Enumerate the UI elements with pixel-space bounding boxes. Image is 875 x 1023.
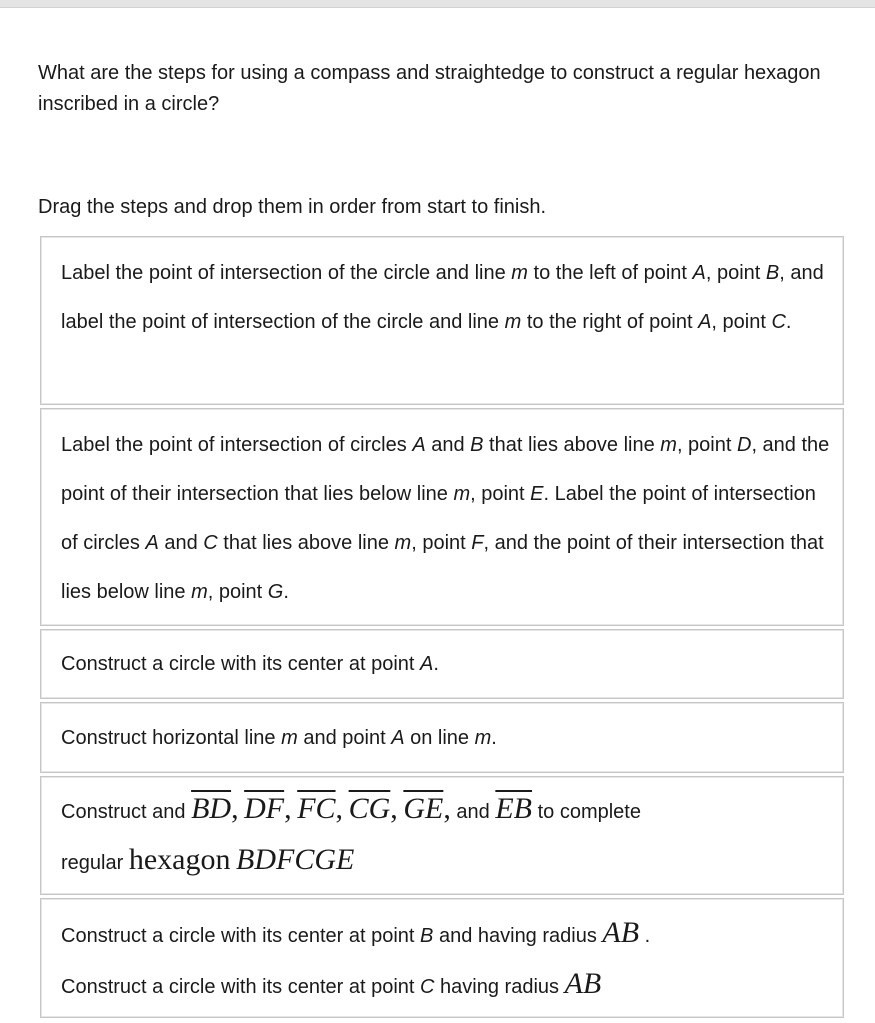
math-text: AB bbox=[564, 967, 602, 1000]
step-text: Construct and bbox=[61, 801, 186, 823]
segment-label: $\overline{GE}$ bbox=[403, 792, 444, 825]
instruction-text: Drag the steps and drop them in order from start to finish. bbox=[38, 196, 547, 218]
draggable-step[interactable] bbox=[40, 408, 844, 626]
step-text-line bbox=[61, 960, 831, 1011]
math-text: hexagon bbox=[128, 843, 231, 876]
step-text: to complete bbox=[537, 801, 641, 823]
step-text-line bbox=[61, 909, 831, 960]
segment-label: $\overline{FC}$ bbox=[297, 792, 336, 825]
step-text: Construct a circle with its center at point C having radius bbox=[61, 976, 560, 998]
segment-label: $\overline{DF}$ bbox=[244, 792, 285, 825]
hexagon-name: BDFCGE bbox=[236, 843, 355, 876]
draggable-step[interactable] bbox=[40, 702, 844, 773]
step-text: Construct a circle with its center at point B and having radius bbox=[61, 925, 597, 947]
step-text: . bbox=[644, 925, 651, 947]
step-list bbox=[40, 236, 844, 1021]
math-text: AB bbox=[602, 916, 640, 949]
step-text: Label the point of intersection of circles A and B that lies above line m, point D, and the point of their intersection that lies below line m, point E. Label the point of intersection of circles A and C that lies above line m, point F, and the point of their intersection that lies below line m, point G. bbox=[61, 434, 830, 603]
segment-label: $\overline{EB}$ bbox=[495, 792, 533, 825]
draggable-step[interactable] bbox=[40, 236, 844, 405]
draggable-step[interactable] bbox=[40, 898, 844, 1018]
draggable-step[interactable] bbox=[40, 629, 844, 699]
step-text: Construct a circle with its center at point A. bbox=[61, 653, 439, 675]
step-text: Label the point of intersection of the circle and line m to the left of point A, point B, and label the point of intersection of the circle and line m to the right of point A, point C. bbox=[61, 262, 824, 333]
segment-label: $\overline{CG}$ bbox=[348, 792, 391, 825]
question-text: What are the steps for using a compass and straightedge to construct a regular hexagon inscribed in a circle? bbox=[38, 62, 821, 115]
draggable-step[interactable] bbox=[40, 776, 844, 895]
top-divider bbox=[0, 0, 875, 8]
step-text: and bbox=[456, 801, 490, 823]
step-text: Construct horizontal line m and point A on line m. bbox=[61, 727, 497, 749]
step-text-line bbox=[61, 836, 831, 887]
segment-label: $\overline{BD}$ bbox=[191, 792, 232, 825]
step-text-line: Construct and $\overline{BD}$, $\overline{DF}$, $\overline{FC}$, $\overline{CG}$, $\overline{GE}$, and $\overline{EB}$ to complete bbox=[61, 792, 641, 825]
step-text: regular bbox=[61, 852, 124, 874]
